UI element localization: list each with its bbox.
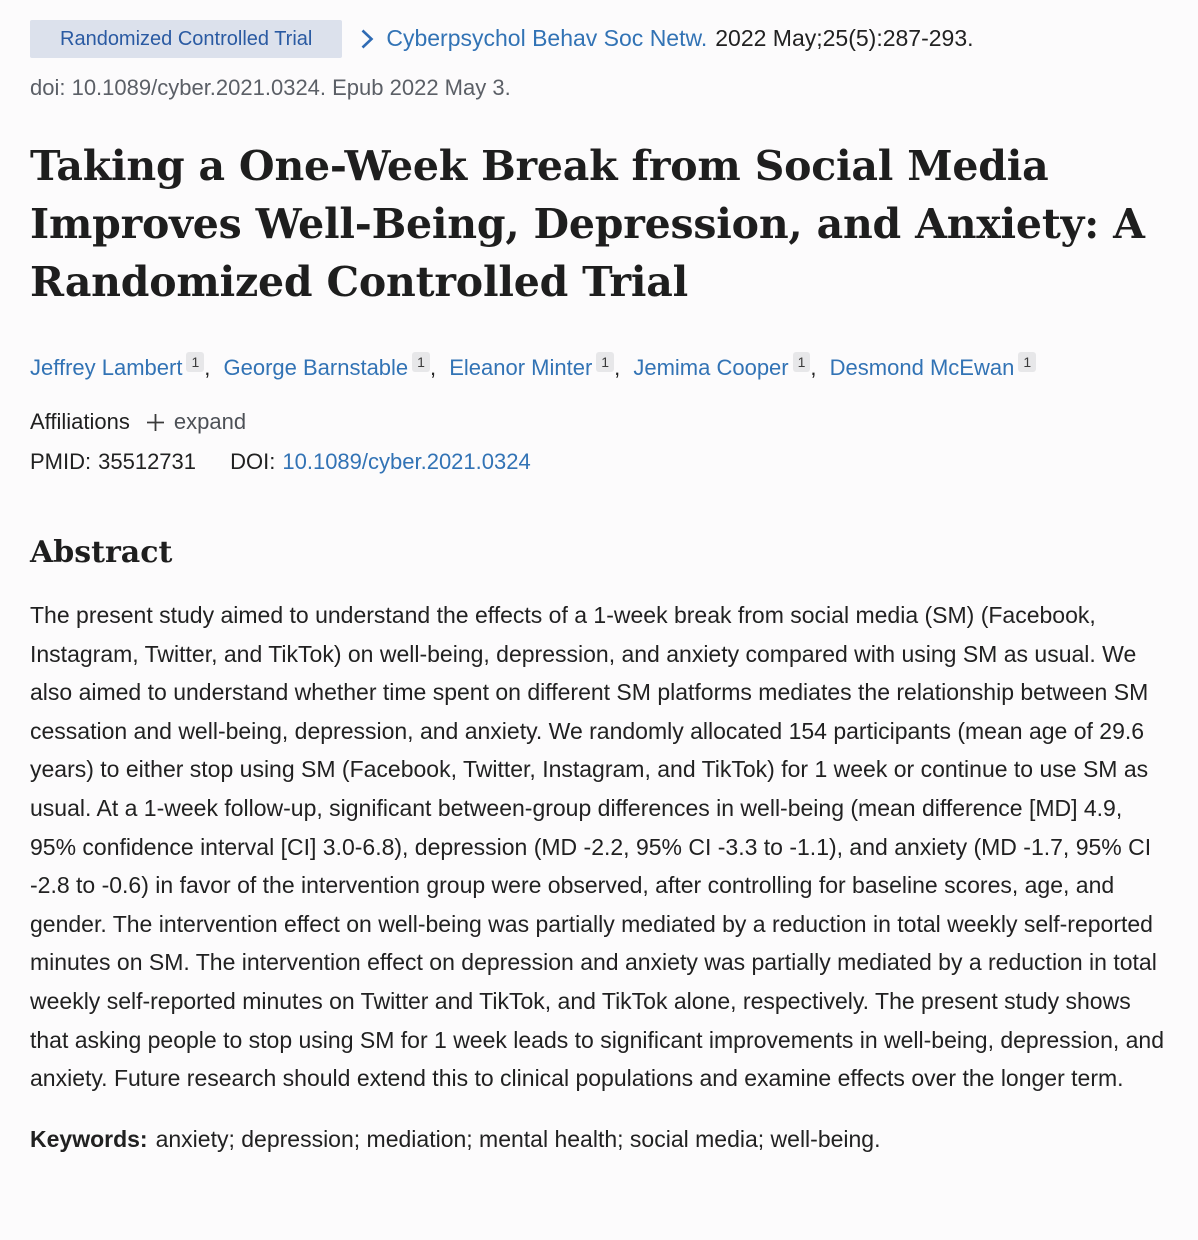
expand-label: expand	[173, 409, 247, 434]
doi-link[interactable]: 10.1089/cyber.2021.0324	[282, 449, 531, 474]
affiliations-label: Affiliations	[30, 409, 130, 434]
authors-line	[30, 351, 1168, 384]
pmid-group	[30, 449, 202, 474]
author-separator: ,	[204, 355, 211, 380]
expand-affiliations-button[interactable]	[146, 409, 246, 435]
keywords-text: anxiety; depression; mediation; mental health; social media; well-being.	[155, 1125, 881, 1152]
abstract-text: The present study aimed to understand the effects of a 1-week break from social media (SM) (Facebook, Instagram, Twitter, and TikTok) on well-being, depression, and anxiety compared with using SM as usual. We also aimed to understand whether time spent on different SM platforms mediates the relationship between SM cessation and well-being, depression, and anxiety. We randomly allocated 154 participants (mean age of 29.6 years) to either stop using SM (Facebook, Twitter, Instagram, and TikTok) for 1 week or continue to use SM as usual. At a 1-week follow-up, significant between-group differences in well-being (mean difference [MD] 4.9, 95% confidence interval [CI] 3.0-6.8), depression (MD -2.2, 95% CI -3.3 to -1.1), and anxiety (MD -1.7, 95% CI -2.8 to -0.6) in favor of the intervention group were observed, after controlling for baseline scores, age, and gender. The intervention effect on well-being was partially mediated by a reduction in total weekly self-reported minutes on SM. The intervention effect on depression and anxiety was partially mediated by a reduction in total weekly self-reported minutes on Twitter and TikTok, and TikTok alone, respectively. The present study shows that asking people to stop using SM for 1 week leads to significant improvements in well-being, depression, and anxiety. Future research should extend this to clinical populations and examine effects over the longer term.	[30, 602, 1165, 1092]
pmid-value: 35512731	[98, 449, 197, 474]
publication-type-badge: Randomized Controlled Trial	[30, 20, 342, 58]
author-link[interactable]: Eleanor Minter	[449, 355, 593, 380]
author-affiliation-sup: 1	[596, 352, 614, 372]
citation-text: 2022 May;25(5):287-293.	[715, 25, 974, 52]
author-link[interactable]: Desmond McEwan	[829, 355, 1015, 380]
author-separator: ,	[429, 355, 437, 380]
author-affiliation-sup: 1	[412, 352, 430, 372]
author-link[interactable]: George Barnstable	[223, 355, 409, 380]
author-affiliation-sup: 1	[186, 352, 204, 372]
author-separator: ,	[810, 355, 817, 380]
author	[449, 355, 626, 380]
doi-epub-line: doi: 10.1089/cyber.2021.0324. Epub 2022 May 3.	[30, 75, 511, 100]
author	[30, 355, 217, 380]
article-title: Taking a One-Week Break from Social Media Improves Well-Being, Depression, and Anxiety: A Randomized Controlled Trial	[30, 142, 1145, 306]
keywords-label: Keywords:	[30, 1125, 148, 1152]
identifiers-row	[30, 449, 1168, 475]
citation-header	[30, 20, 1168, 58]
author-affiliation-sup: 1	[1018, 352, 1036, 372]
doi-label: DOI:	[230, 449, 276, 474]
author-link[interactable]: Jemima Cooper	[633, 355, 789, 380]
author	[633, 355, 822, 380]
abstract-heading: Abstract	[30, 535, 173, 570]
author	[224, 355, 443, 380]
author-separator: ,	[614, 355, 621, 380]
chevron-right-icon	[360, 28, 374, 50]
keywords-line	[30, 1120, 1168, 1159]
author-affiliation-sup: 1	[793, 352, 811, 372]
affiliations-row	[30, 409, 1168, 435]
author-link[interactable]: Jeffrey Lambert	[30, 355, 183, 380]
pmid-label: PMID:	[30, 449, 92, 474]
journal-link[interactable]: Cyberpsychol Behav Soc Netw.	[386, 25, 708, 52]
author	[830, 355, 1036, 380]
doi-group	[230, 449, 531, 474]
plus-icon	[146, 413, 165, 432]
